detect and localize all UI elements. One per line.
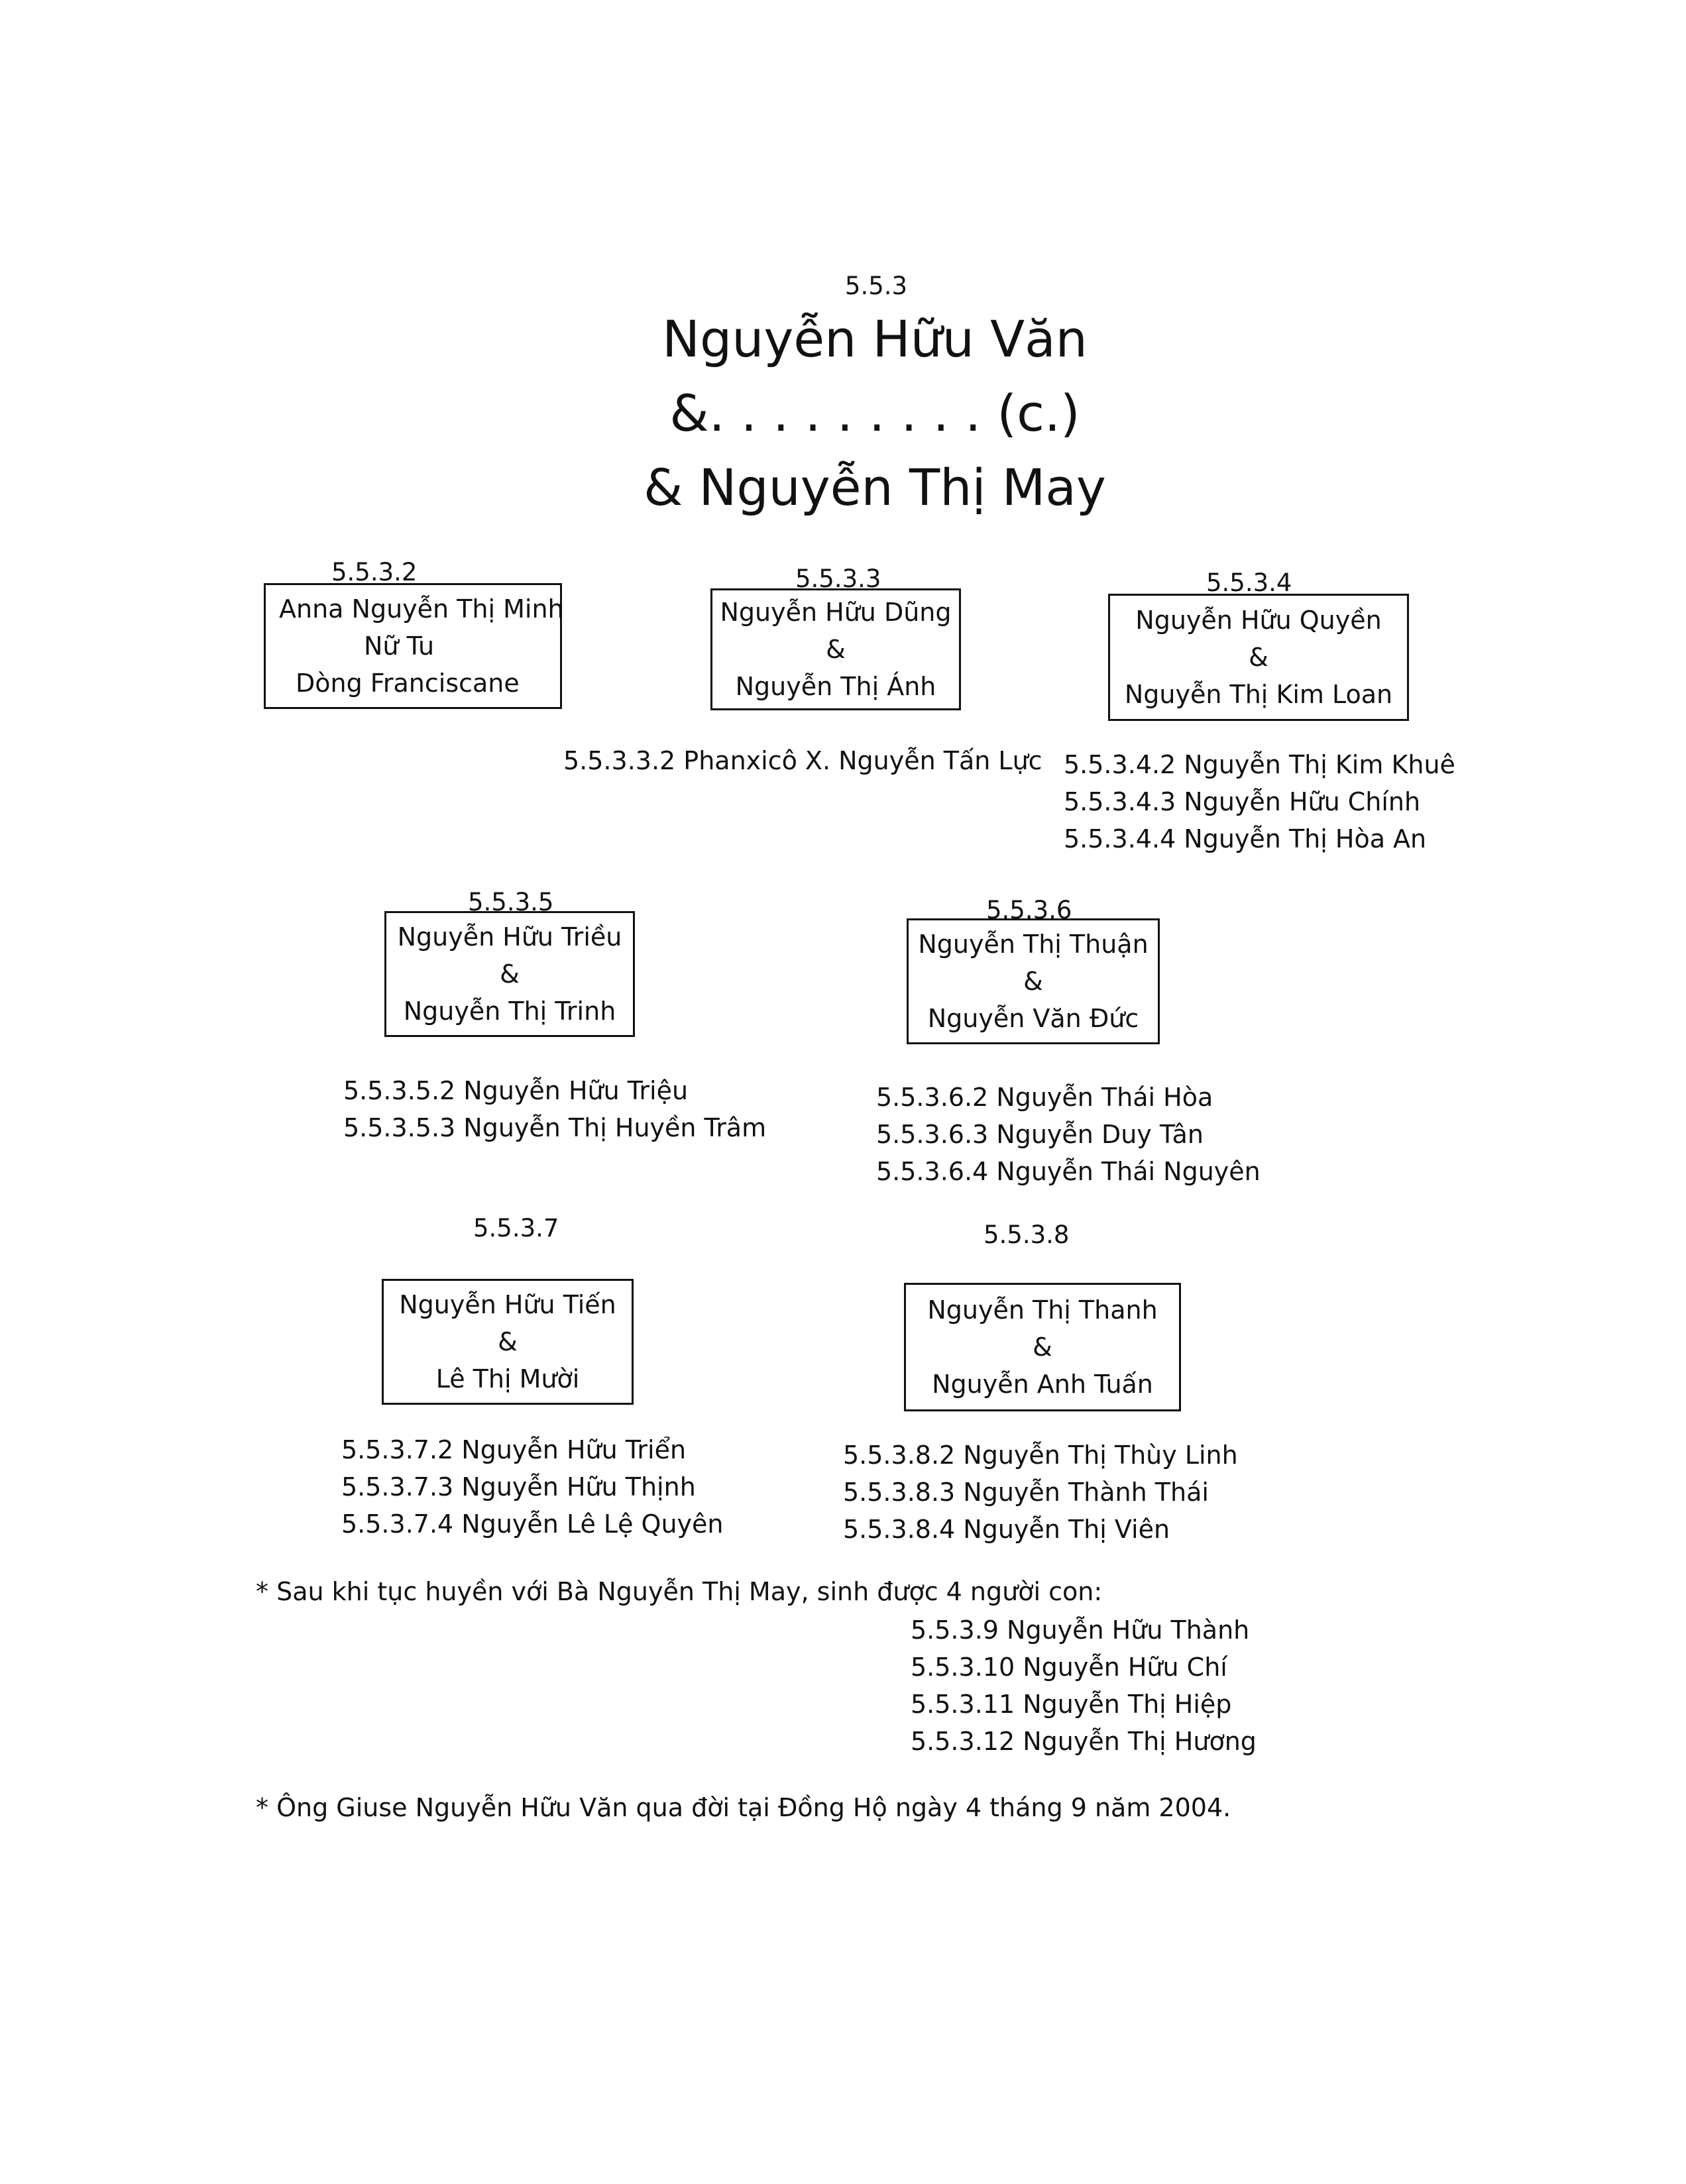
list-item: 5.5.3.7.2 Nguyễn Hữu Triển (341, 1435, 687, 1464)
box-line: & (500, 959, 520, 989)
family-box (710, 588, 961, 710)
list-item: 5.5.3.8.3 Nguyễn Thành Thái (843, 1478, 1209, 1507)
family-code: 5.5.3.7 (473, 1214, 559, 1242)
family-box (1108, 594, 1409, 721)
list-item: 5.5.3.4.3 Nguyễn Hữu Chính (1064, 787, 1421, 816)
children-list (876, 1079, 1261, 1190)
list-item: 5.5.3.4.4 Nguyễn Thị Hòa An (1064, 824, 1427, 853)
box-line: Lê Thị Mười (435, 1364, 580, 1393)
family-box (907, 918, 1160, 1044)
children-list (341, 1431, 723, 1543)
list-item: 5.5.3.4.2 Nguyễn Thị Kim Khuê (1064, 750, 1455, 779)
box-line: Nguyễn Thị Thanh (927, 1295, 1158, 1325)
box-line: Nguyễn Thị Trinh (403, 997, 616, 1026)
children-list (1064, 746, 1455, 857)
title-name: Nguyễn Hữu Văn (662, 309, 1088, 368)
list-item: 5.5.3.5.3 Nguyễn Thị Huyền Trâm (343, 1113, 767, 1142)
list-item: 5.5.3.9 Nguyễn Hữu Thành (911, 1615, 1250, 1645)
box-line: Nữ Tu (364, 631, 435, 661)
box-line: & (1033, 1333, 1052, 1362)
second-marriage-children (911, 1611, 1257, 1760)
family-code: 5.5.3.3 (795, 565, 881, 593)
list-item: 5.5.3.5.2 Nguyễn Hữu Triệu (343, 1076, 689, 1105)
family-box (904, 1283, 1181, 1411)
family-box (384, 911, 635, 1037)
list-item: 5.5.3.8.4 Nguyễn Thị Viên (843, 1515, 1170, 1544)
list-item: 5.5.3.6.2 Nguyễn Thái Hòa (876, 1083, 1213, 1112)
list-item: 5.5.3.3.2 Phanxicô X. Nguyễn Tấn Lực (563, 746, 1042, 775)
family-code: 5.5.3.2 (331, 558, 418, 586)
family-code: 5.5.3.6 (986, 896, 1072, 924)
box-line: Nguyễn Anh Tuấn (932, 1370, 1153, 1399)
list-item: 5.5.3.7.4 Nguyễn Lê Lệ Quyên (341, 1509, 724, 1539)
box-line: Nguyễn Hữu Triều (397, 922, 622, 952)
children-list (563, 742, 1042, 779)
family-box (382, 1279, 634, 1405)
box-line: & (1249, 643, 1268, 672)
title-second-spouse: & Nguyễn Thị May (644, 458, 1106, 517)
box-line: Nguyễn Hữu Quyền (1135, 606, 1382, 635)
box-line: Nguyễn Hữu Dũng (720, 598, 952, 627)
box-line: Nguyễn Hữu Tiến (399, 1290, 616, 1319)
box-line: & (826, 635, 846, 664)
second-marriage-note: * Sau khi tục huyền với Bà Nguyễn Thị May, sinh được 4 người con: (256, 1577, 1103, 1606)
family-code: 5.5.3.5 (468, 888, 554, 916)
box-line: & (1023, 967, 1043, 996)
list-item: 5.5.3.8.2 Nguyễn Thị Thùy Linh (843, 1441, 1238, 1470)
box-line: & (498, 1327, 518, 1356)
list-item: 5.5.3.6.4 Nguyễn Thái Nguyên (876, 1157, 1261, 1186)
family-box (264, 583, 562, 709)
list-item: 5.5.3.10 Nguyễn Hữu Chí (911, 1653, 1227, 1682)
list-item: 5.5.3.6.3 Nguyễn Duy Tân (876, 1120, 1204, 1149)
children-list (343, 1072, 766, 1146)
death-note: * Ông Giuse Nguyễn Hữu Văn qua đời tại Đồng Hộ ngày 4 tháng 9 năm 2004. (256, 1793, 1231, 1822)
list-item: 5.5.3.7.3 Nguyễn Hữu Thịnh (341, 1472, 696, 1502)
family-code: 5.5.3.4 (1206, 569, 1292, 597)
children-list (843, 1437, 1238, 1548)
list-item: 5.5.3.12 Nguyễn Thị Hương (911, 1727, 1257, 1756)
family-code: 5.5.3.8 (984, 1221, 1070, 1249)
box-line: Nguyễn Văn Đức (927, 1004, 1139, 1033)
list-item: 5.5.3.11 Nguyễn Thị Hiệp (911, 1690, 1232, 1719)
box-line: Nguyễn Thị Thuận (918, 930, 1149, 959)
box-line: Anna Nguyễn Thị Minh (279, 594, 564, 624)
box-line: Dòng Franciscane (296, 669, 520, 698)
header-code: 5.5.3 (844, 272, 908, 300)
box-line: Nguyễn Thị Ánh (735, 672, 936, 701)
title-first-spouse: &. . . . . . . . . (c.) (669, 384, 1080, 443)
box-line: Nguyễn Thị Kim Loan (1124, 680, 1393, 709)
